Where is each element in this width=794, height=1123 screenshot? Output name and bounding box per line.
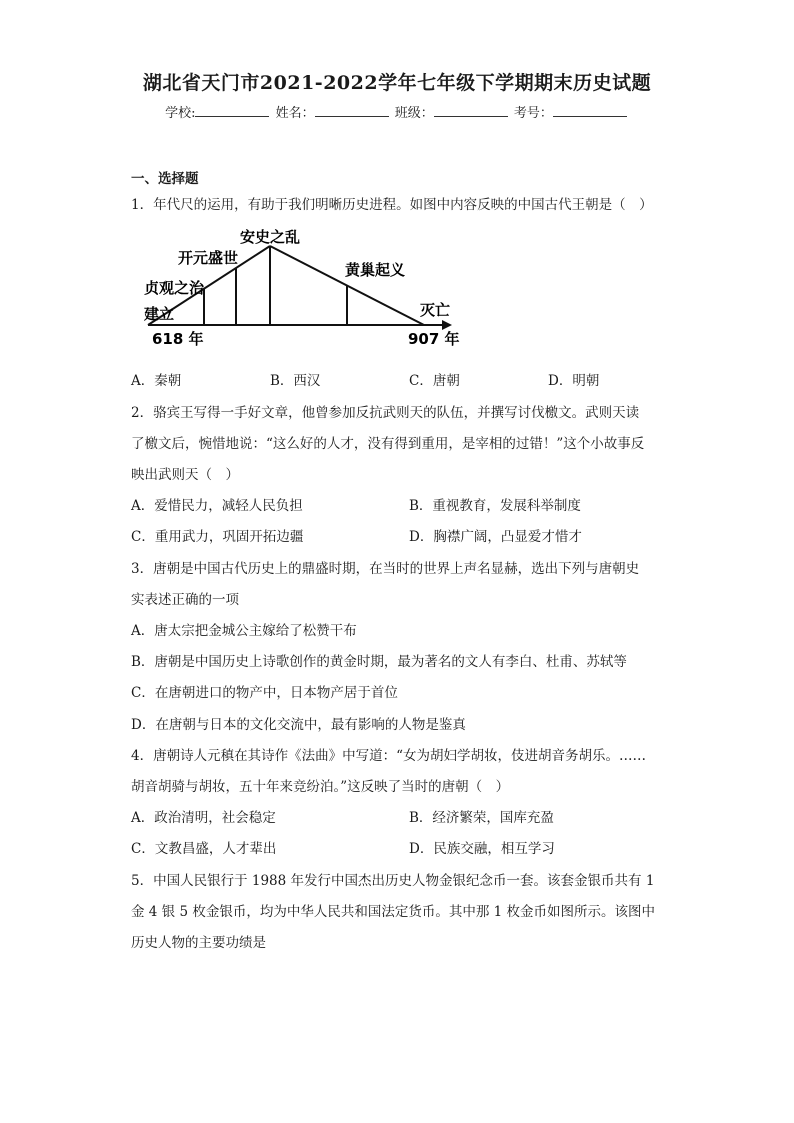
school-blank (195, 104, 269, 117)
q2-stem-line-1: 2．骆宾王写得一手好文章，他曾参加反抗武则天的队伍，并撰写讨伐檄文。武则天读 (131, 405, 640, 421)
q1-option-d: D．明朝 (548, 373, 600, 389)
q1-timeline-figure (140, 226, 470, 351)
name-label: 姓名： (275, 106, 315, 121)
q1-option-a: A．秦朝 (131, 373, 182, 389)
label-zhenguan: 贞观之治 (144, 279, 205, 297)
q5-stem-line-2: 金 4 银 5 枚金银币，均为中华人民共和国法定货币。其中那 1 枚金币如图所示。该图中 (131, 904, 656, 920)
name-blank (315, 104, 389, 117)
q1-option-c: C．唐朝 (409, 373, 460, 389)
q2-option-a: A．爱惜民力，减轻人民负担 (131, 498, 303, 514)
label-end-year: 907 年 (408, 330, 460, 348)
q2-option-b: B．重视教育，发展科举制度 (409, 498, 581, 514)
q3-option-c: C．在唐朝进口的物产中，日本物产居于首位 (131, 685, 398, 701)
class-blank (434, 104, 508, 117)
label-anshi: 安史之乱 (240, 228, 301, 246)
q5-stem-line-1: 5．中国人民银行于 1988 年发行中国杰出历史人物金银纪念币一套。该套金银币共有 1 (131, 873, 655, 889)
q4-stem-line-2: 胡音胡骑与胡妆，五十年来竞纷泊。”这反映了当时的唐朝（ ） (131, 779, 510, 795)
school-label: 学校: (165, 106, 196, 121)
q4-option-b: B．经济繁荣，国库充盈 (409, 810, 554, 826)
number-label: 考号： (513, 106, 553, 121)
q3-option-d: D．在唐朝与日本的文化交流中，最有影响的人物是鉴真 (131, 717, 466, 733)
q3-option-b: B．唐朝是中国历史上诗歌创作的黄金时期，最为著名的文人有李白、杜甫、苏轼等 (131, 654, 627, 670)
q4-option-a: A．政治清明，社会稳定 (131, 810, 276, 826)
student-info-row (0, 102, 794, 121)
q1-stem: 1．年代尺的运用，有助于我们明晰历史进程。如图中内容反映的中国古代王朝是（ ） (131, 197, 653, 213)
label-start-year: 618 年 (152, 330, 204, 348)
q4-option-c: C．文教昌盛，人才辈出 (131, 841, 277, 857)
q1-option-b: B．西汉 (270, 373, 321, 389)
q3-stem-line-1: 3．唐朝是中国古代历史上的鼎盛时期，在当时的世界上声名显赫，选出下列与唐朝史 (131, 561, 640, 577)
class-label: 班级： (394, 106, 434, 121)
q5-stem-line-3: 历史人物的主要功绩是 (131, 935, 266, 951)
q2-stem-line-3: 映出武则天（ ） (131, 467, 239, 483)
q2-option-d: D．胸襟广阔，凸显爱才惜才 (409, 529, 582, 545)
q4-stem-line-1: 4．唐朝诗人元稹在其诗作《法曲》中写道：“女为胡妇学胡妆，伎进胡音务胡乐。…… (131, 748, 646, 764)
label-end: 灭亡 (420, 301, 451, 319)
page-title: 湖北省天门市2021-2022学年七年级下学期期末历史试题 (142, 72, 652, 94)
number-blank (553, 104, 627, 117)
q3-option-a: A．唐太宗把金城公主嫁给了松赞干布 (131, 623, 357, 639)
q3-stem-line-2: 实表述正确的一项 (131, 592, 239, 608)
label-huangchao: 黄巢起义 (345, 261, 406, 279)
timeline-arrow-icon (442, 320, 452, 330)
label-start: 建立 (144, 305, 175, 323)
q4-option-d: D．民族交融，相互学习 (409, 841, 555, 857)
q2-stem-line-2: 了檄文后，惋惜地说：“这么好的人才，没有得到重用，是宰相的过错！”这个小故事反 (131, 436, 645, 452)
section-heading: 一、选择题 (131, 171, 199, 187)
label-kaiyuan: 开元盛世 (178, 249, 239, 267)
q2-option-c: C．重用武力，巩固开拓边疆 (131, 529, 304, 545)
